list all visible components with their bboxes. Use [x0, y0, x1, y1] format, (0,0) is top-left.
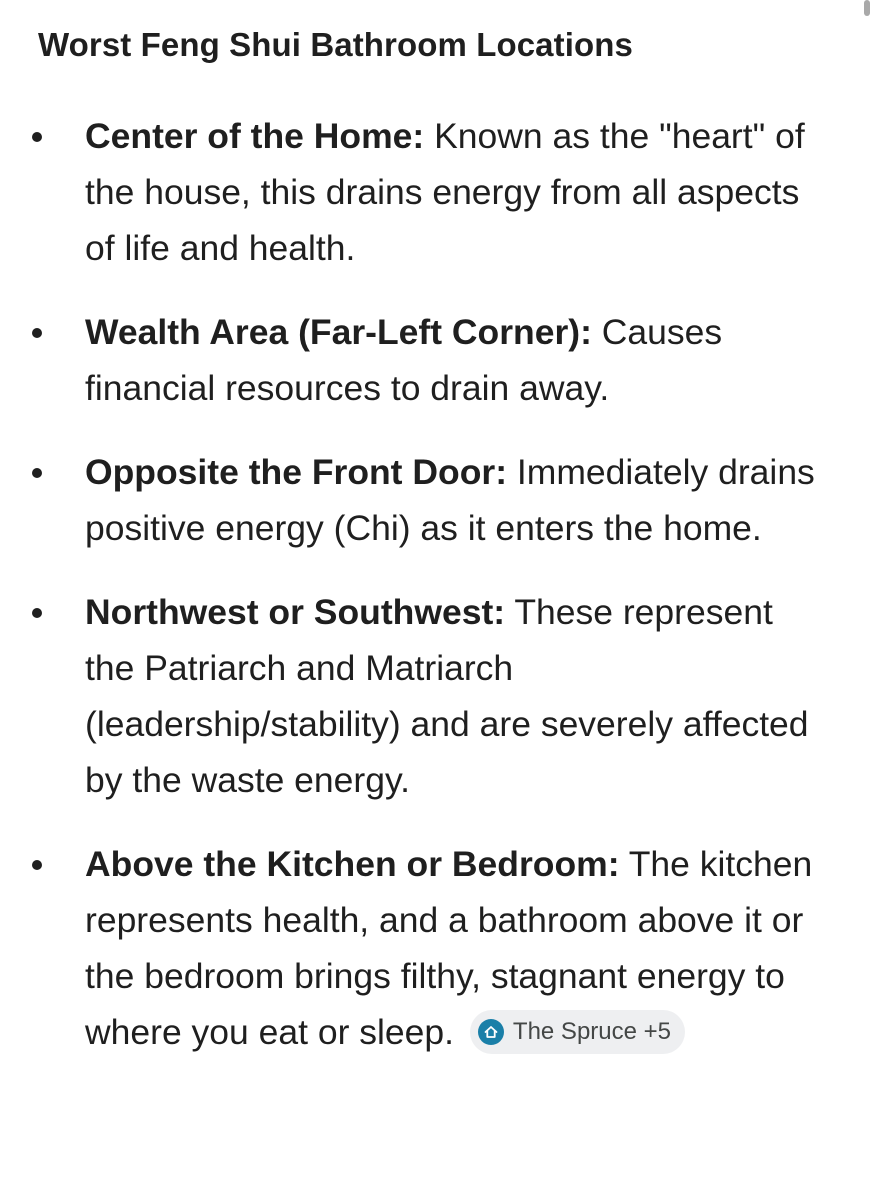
source-chip[interactable] — [470, 1010, 685, 1054]
list-item — [0, 304, 874, 416]
bullet-icon — [32, 468, 42, 478]
item-term: Wealth Area (Far-Left Corner): — [85, 312, 592, 352]
bullet-icon — [32, 860, 42, 870]
locations-list — [0, 108, 874, 1088]
item-term: Center of the Home: — [85, 116, 425, 156]
item-term: Above the Kitchen or Bedroom: — [85, 844, 620, 884]
list-item — [0, 836, 874, 1060]
bullet-icon — [32, 608, 42, 618]
source-chip-label: The Spruce +5 — [512, 1018, 672, 1045]
item-term: Opposite the Front Door: — [85, 452, 508, 492]
scrollbar[interactable] — [864, 0, 870, 16]
list-item — [0, 444, 874, 556]
item-term: Northwest or Southwest: — [85, 592, 506, 632]
item-description: These represent the Patriarch and Matriarch (leadership/stability) and are severely affected by the waste energy. — [85, 592, 809, 800]
bullet-icon — [32, 328, 42, 338]
bullet-icon — [32, 132, 42, 142]
house-icon — [478, 1019, 504, 1045]
item-description: The kitchen represents health, and a bathroom above it or the bedroom brings filthy, stagnant energy to where you eat or sleep. — [85, 844, 813, 1052]
item-description: Immediately drains positive energy (Chi) as it enters the home. — [85, 452, 815, 548]
list-item — [0, 108, 874, 276]
item-description: Known as the "heart" of the house, this drains energy from all aspects of life and health. — [85, 116, 805, 268]
list-item — [0, 584, 874, 808]
item-description: Causes financial resources to drain away. — [85, 312, 723, 408]
page-title: Worst Feng Shui Bathroom Locations — [38, 26, 633, 63]
